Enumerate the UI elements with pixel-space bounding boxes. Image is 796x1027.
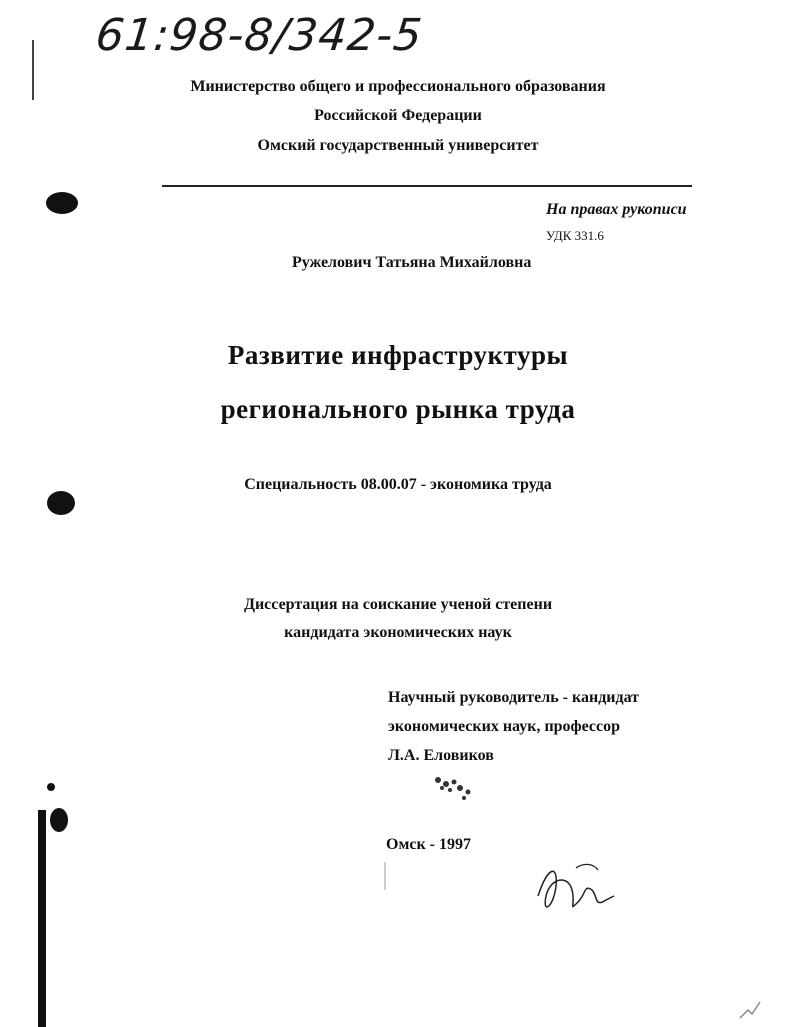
margin-dot-mark — [44, 780, 58, 794]
speciality: Специальность 08.00.07 - экономика труда — [244, 476, 552, 493]
author-name: Ружелович Татьяна Михайловна — [292, 254, 532, 271]
dissertation-degree-line-2: кандидата экономических наук — [284, 624, 512, 641]
supervisor-line-1: Научный руководитель - кандидат — [388, 689, 640, 706]
scan-noise-mark — [736, 992, 766, 1022]
margin-line-mark — [382, 862, 388, 890]
ink-smudge-mark — [428, 770, 484, 806]
thesis-title-line-1: Развитие инфраструктуры — [227, 340, 569, 370]
federation-name: Российской Федерации — [314, 107, 482, 124]
udk-code: УДК 331.6 — [546, 228, 604, 243]
city-year: Омск - 1997 — [386, 836, 471, 853]
punch-hole-mark — [42, 188, 82, 218]
dissertation-degree-line-1: Диссертация на соискание ученой степени — [243, 596, 553, 613]
header-divider — [162, 185, 692, 187]
supervisor-line-2: экономических наук, профессор — [388, 718, 621, 735]
thesis-title-line-2: регионального рынка труда — [220, 394, 576, 424]
rights-note: На правах рукописи — [546, 201, 687, 218]
punch-hole-mark — [44, 488, 78, 518]
ministry-name: Министерство общего и профессионального образования — [190, 78, 606, 95]
university-name: Омский государственный университет — [257, 137, 539, 154]
supervisor-name: Л.А. Еловиков — [388, 747, 494, 764]
handwritten-catalog-number: 61:98-8/342-5 — [93, 10, 426, 61]
punch-hole-mark — [48, 806, 70, 834]
binding-edge-shadow — [38, 810, 46, 1027]
margin-line-mark — [30, 40, 36, 100]
signature-mark — [528, 856, 618, 920]
